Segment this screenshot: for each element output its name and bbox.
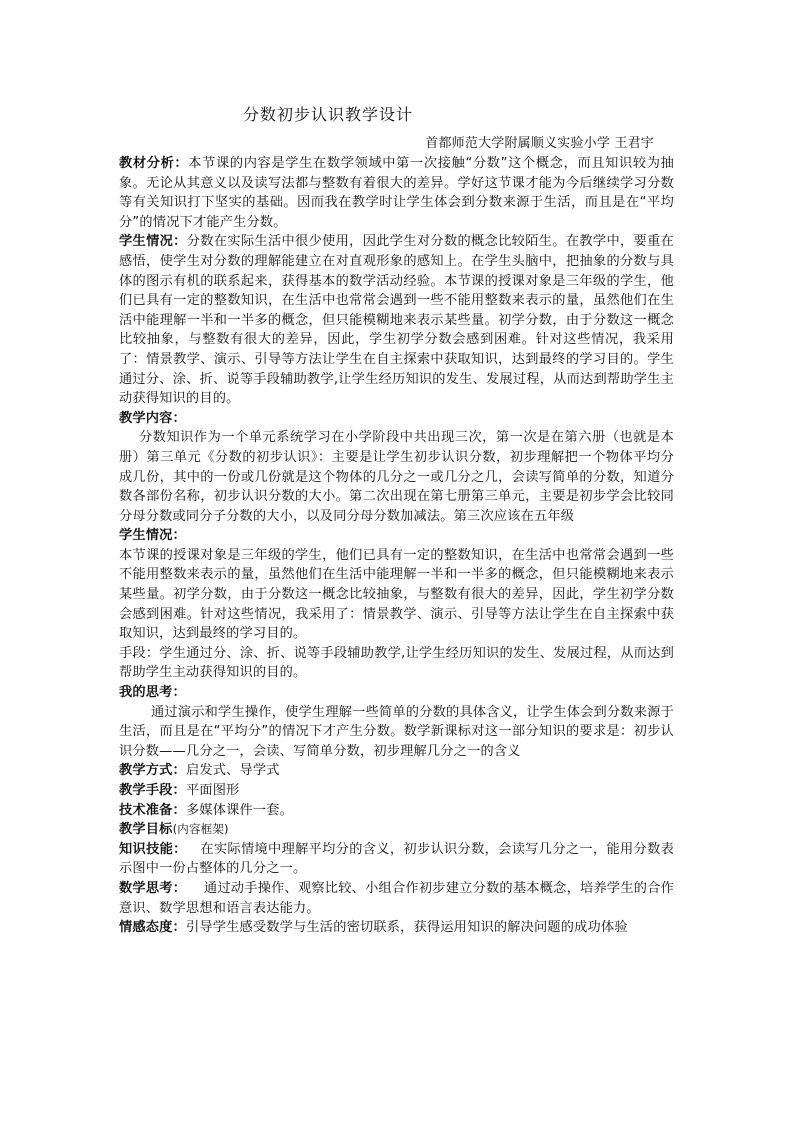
- teaching-method-line: [119, 761, 674, 781]
- math-thinking-text: 通过动手操作、观察比较、小组合作初步建立分数的基本概念，培养学生的合作意识、数学思想和语言表达能力。: [119, 880, 675, 916]
- document-author: 首都师范大学附属顺义实验小学 王君宇: [425, 136, 654, 151]
- student-situation-text: 分数在实际生活中很少使用，因此学生对分数的概念比较陌生。在教学中，要重在感悟，使学生对分数的理解能建立在对直观形象的感知上。在学生头脑中，把抽象的分数与具体的图示有机的联系起来，获得基本的数学活动经验。本节课的授课对象是三年级的学生，他们已具有一定的整数知识，在生活中也常常会遇到一些不能用整数来表示的量，虽然他们在生活中能理解一半和一半多的概念，但只能模糊地来表示某些量。初学分数，由于分数这一概念比较抽象，与整数有很大的差异，因此，学生初学分数会感到困难。针对这些情况，我采用了：情景教学、演示、引导等方法让学生在自主探索中获取知识，达到最终的学习目的。学生通过分、涂、折、说等手段辅助教学,让学生经历知识的发生、发展过程，从而达到帮助学生主动获得知识的目的。: [119, 234, 674, 407]
- material-analysis-paragraph: [119, 154, 674, 232]
- math-thinking-paragraph: [119, 879, 674, 918]
- math-thinking-heading: 数学思考：: [119, 880, 187, 896]
- teaching-goals-note: (内容框架): [172, 822, 229, 837]
- teaching-method-heading: 教学方式：: [119, 763, 186, 779]
- teaching-content-heading: 教学内容：: [119, 410, 186, 426]
- document-title: 分数初步认识教学设计: [243, 105, 414, 124]
- material-analysis-heading: 教材分析：: [119, 156, 189, 171]
- student-situation-paragraph: [119, 232, 674, 408]
- emotion-attitude-paragraph: [119, 918, 674, 938]
- teaching-tools-heading: 教学手段：: [119, 783, 186, 798]
- emotion-attitude-heading: 情感态度：: [119, 920, 186, 936]
- teaching-content-text: 分数知识作为一个单元系统学习在小学阶段中共出现三次，第一次是在第六册（也就是本册）第三单元《分数的初步认识》：主要是让学生初步认识分数，初步理解把一个物体平均分成几份，其中的一份或几份就是这个物体的几分之一或几分之几，会读写简单的分数，知道分数各部份名称，初步认识分数的大小。第二次出现在第七册第三单元，主要是初步学会比较同分母分数或同分子分数的大小，以及同分母分数加减法。第三次应该在五年级: [119, 430, 674, 524]
- student-situation-heading: 学生情况：: [119, 234, 187, 250]
- knowledge-skills-heading: 知识技能：: [119, 841, 187, 857]
- document-page: [119, 104, 674, 938]
- teaching-goals-line: [119, 820, 674, 840]
- teaching-tools-line: [119, 781, 674, 801]
- my-thoughts-heading: 我的思考：: [119, 685, 186, 701]
- material-analysis-text: 本节课的内容是学生在数学领域中第一次接触“分数”这个概念，而且知识较为抽象。无论从其意义以及读写法都与整数有着很大的差异。学好这节课才能为今后继续学习分数等有关知识打下坚实的基础。因而我在教学时让学生体会到分数来源于生活，而且是在“平均分”的情况下才能产生分数。: [119, 156, 674, 230]
- tech-prep-heading: 技术准备：: [119, 802, 186, 818]
- teaching-tools-text: 平面图形: [185, 783, 240, 798]
- student-situation-2-heading: 学生情况：: [119, 528, 186, 544]
- teaching-method-text: 启发式、导学式: [185, 763, 280, 779]
- teaching-means-text: 手段：学生通过分、涂、折、说等手段辅助教学,让学生经历知识的发生、发展过程，从而达到帮助学生主动获得知识的目的。: [119, 645, 674, 681]
- my-thoughts-text: 通过演示和学生操作，使学生理解一些简单的分数的具体含义，让学生体会到分数来源于生活，而且是在“平均分”的情况下才产生分数。数学新课标对这一部分知识的要求是：初步认识分数——几分之一，会读、写简单分数，初步理解几分之一的含义: [119, 704, 674, 759]
- emotion-attitude-text: 引导学生感受数学与生活的密切联系，获得运用知识的解决问题的成功体验: [185, 920, 628, 936]
- knowledge-skills-paragraph: [119, 840, 674, 879]
- tech-prep-text: 多媒体课件一套。: [185, 802, 294, 818]
- student-situation-2-text: 本节课的授课对象是三年级的学生，他们已具有一定的整数知识，在生活中也常常会遇到一些不能用整数来表示的量，虽然他们在生活中能理解一半和一半多的概念，但只能模糊地来表示某些量。初学分数，由于分数这一概念比较抽象，与整数有很大的差异，因此，学生初学分数会感到困难。针对这些情况，我采用了：情景教学、演示、引导等方法让学生在自主探索中获取知识，达到最终的学习目的。: [119, 547, 674, 642]
- knowledge-skills-text: 在实际情境中理解平均分的含义，初步认识分数，会读写几分之一，能用分数表示图中一份占整体的几分之一。: [119, 841, 675, 877]
- tech-prep-line: [119, 801, 674, 821]
- teaching-goals-heading: 教学目标: [119, 822, 173, 838]
